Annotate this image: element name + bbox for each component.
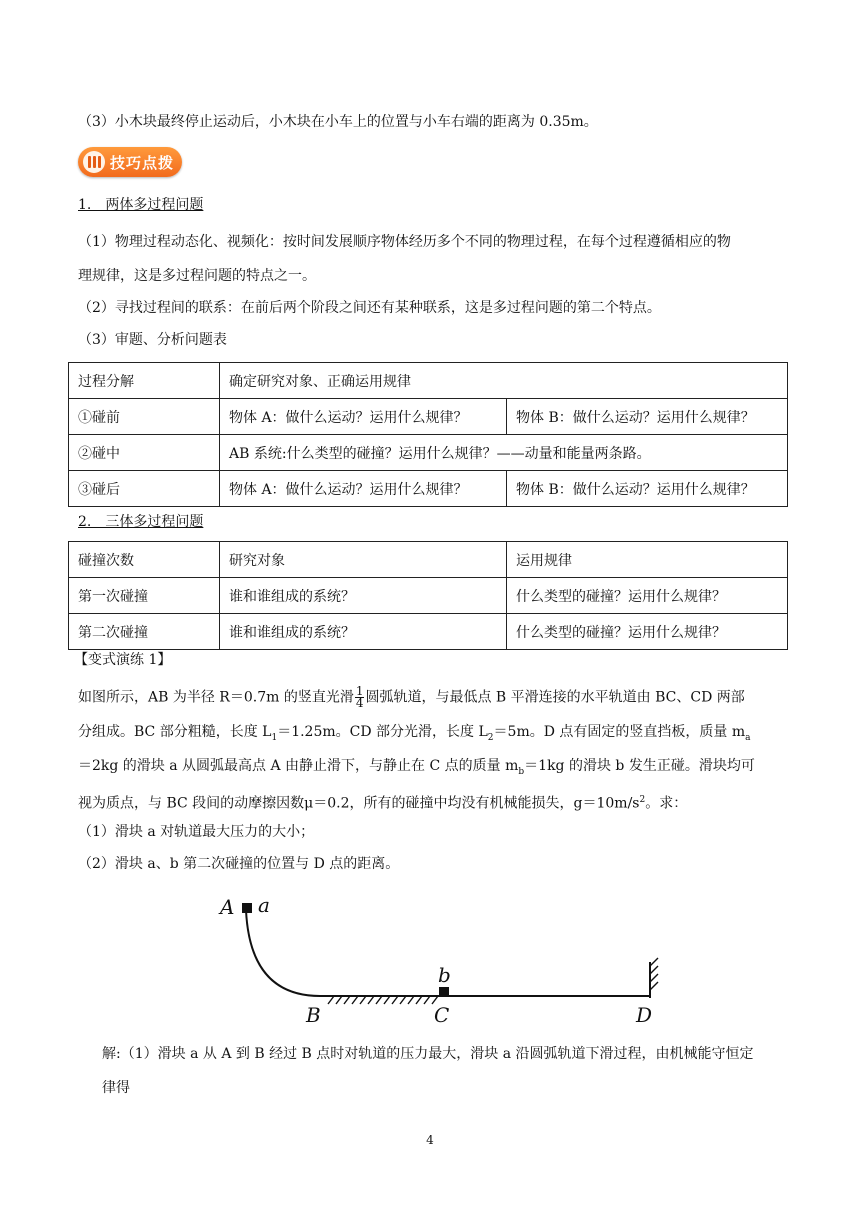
table-row [69,363,788,399]
exercise-line1-post: 圆弧轨道，与最低点 B 平滑连接的水平轨道由 BC、CD 两部 [365,689,745,706]
table-row [69,614,788,650]
text-run: 视为质点，与 BC 段间的动摩擦因数μ＝0.2，所有的碰撞中均没有机械能损失，g＝10m/s [78,795,640,812]
table-cell: 第一次碰撞 [69,578,220,614]
exercise-line1 [78,686,745,709]
table-cell: 第二次碰撞 [69,614,220,650]
exercise-line1-pre: 如图所示，AB 为半径 R＝0.7m 的竖直光滑 [78,689,354,706]
table-row [69,542,788,578]
text-run: 分组成。BC 部分粗糙，长度 L [78,724,272,740]
quarter-fraction [355,686,365,709]
collision-table [68,541,788,650]
label-point-c: C [434,1003,450,1027]
superscript: 2 [639,795,646,805]
label-point-a: A [220,895,235,919]
solution-line2: 律得 [102,1080,130,1096]
table-cell: 物体 B：做什么运动？运用什么规律？ [507,399,788,435]
exercise-line3 [78,756,755,782]
section1-paragraph3: （3）审题、分析问题表 [78,332,227,348]
table-cell: 运用规律 [507,542,788,578]
table-cell: 物体 B：做什么运动？运用什么规律？ [507,471,788,507]
tip-badge-label: 技巧点拨 [110,154,175,172]
section1-paragraph1a: （1）物理过程动态化、视频化：按时间发展顺序物体经历多个不同的物理过程，在每个过程遵循相应的物 [78,234,731,250]
books-icon [83,151,105,173]
table-cell: 什么类型的碰撞？运用什么规律？ [507,614,788,650]
fraction-denominator: 4 [355,696,364,710]
table-row [69,578,788,614]
rough-section-hatching [328,996,438,1004]
exercise-question2: （2）滑块 a、b 第二次碰撞的位置与 D 点的距离。 [78,856,400,872]
process-analysis-table [68,362,788,507]
wall-hatching [650,958,658,990]
solution-line1: 解:（1）滑块 a 从 A 到 B 经过 B 点时对轨道的压力最大，滑块 a 沿圆弧轨道下滑过程，由机械能守恒定 [102,1046,754,1062]
intro-line: （3）小木块最终停止运动后，小木块在小车上的位置与小车右端的距离为 0.35m。 [78,114,598,130]
table-cell: 谁和谁组成的系统？ [220,578,507,614]
table-cell: 物体 A：做什么运动？运用什么规律？ [220,399,507,435]
section1-paragraph2: （2）寻找过程间的联系：在前后两个阶段之间还有某种联系，这是多过程问题的第二个特点。 [78,300,661,316]
table-cell: 碰撞次数 [69,542,220,578]
text-run: ＝1.25m。CD 部分光滑，长度 L [277,724,488,740]
table-cell: 谁和谁组成的系统？ [220,614,507,650]
section1-paragraph1b: 理规律，这是多过程问题的特点之一。 [78,268,316,284]
label-block-b: b [438,963,451,987]
label-point-b: B [306,1003,321,1027]
exercise-title: 【变式演练 1】 [74,652,172,668]
subscript: a [745,732,751,743]
section2-heading: 2. 三体多过程问题 [78,514,204,530]
table-cell: AB 系统:什么类型的碰撞？运用什么规律？——动量和能量两条路。 [220,435,788,471]
table-cell: 物体 A：做什么运动？运用什么规律？ [220,471,507,507]
table-cell: ①碰前 [69,399,220,435]
text-run: ＝2kg 的滑块 a 从圆弧最高点 A 由静止滑下，与静止在 C 点的质量 m [78,758,519,774]
subscript: 1 [271,732,278,743]
table-cell: 研究对象 [220,542,507,578]
table-cell: 什么类型的碰撞？运用什么规律？ [507,578,788,614]
table-row [69,435,788,471]
table-cell: ②碰中 [69,435,220,471]
section1-heading: 1. 两体多过程问题 [78,197,204,213]
page-number: 4 [426,1133,434,1147]
text-run: ＝5m。D 点有固定的竖直挡板，质量 m [493,724,746,740]
block-a [242,903,252,913]
text-run: ＝1kg 的滑块 b 发生正碰。滑块均可 [524,758,755,774]
exercise-question1: （1）滑块 a 对轨道最大压力的大小； [78,824,315,840]
table-cell: ③碰后 [69,471,220,507]
fraction-numerator: 1 [355,684,364,698]
table-row [69,399,788,435]
subscript: b [518,766,525,777]
text-run: 。求： [645,795,688,812]
arc-track [246,910,320,996]
table-cell: 过程分解 [69,363,220,399]
exercise-line2 [78,722,751,748]
label-point-d: D [636,1003,653,1027]
table-row [69,471,788,507]
table-cell: 确定研究对象、正确运用规律 [220,363,788,399]
tip-badge [78,147,182,177]
exercise-line4 [78,790,687,814]
block-b [439,987,449,997]
subscript: 2 [487,732,494,743]
label-block-a: a [258,893,270,917]
track-diagram [210,888,670,1028]
